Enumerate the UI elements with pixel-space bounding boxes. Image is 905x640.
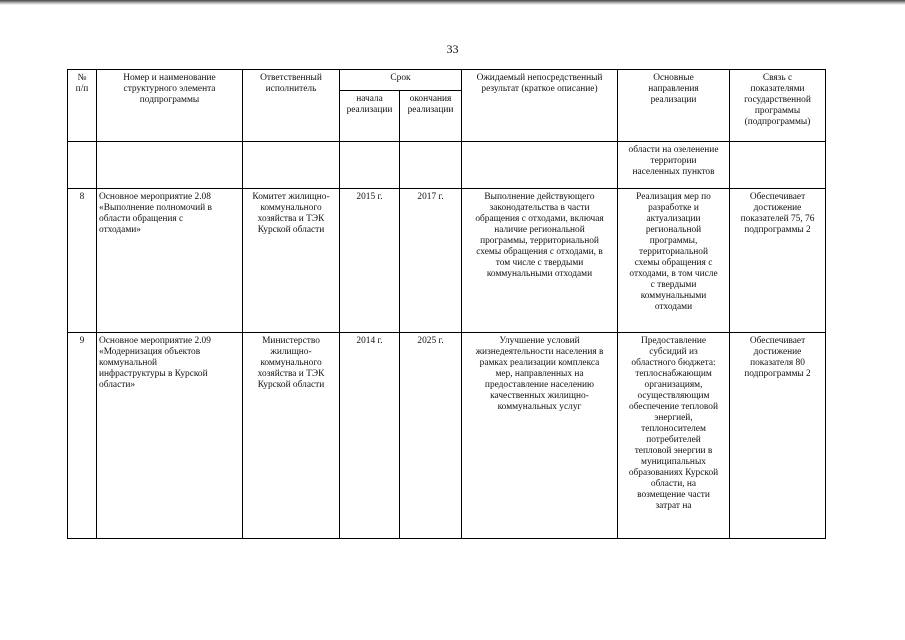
row-name: Основное мероприятие 2.09 «Модернизация объектов коммунальной инфраструктуры в Курской области» [97, 333, 243, 539]
row-link: Обеспечивает достижение показателя 80 подпрограммы 2 [730, 333, 826, 539]
cont-responsible [243, 142, 340, 189]
header-link: Связь с показателями государственной программы (подпрограммы) [730, 70, 826, 142]
row-result: Выполнение действующего законодательства в части обращения с отходами, включая наличие региональной программы, территориальной схемы обращения с отходами, в том числе с твердыми коммунальными отходами [462, 189, 618, 333]
program-table [67, 69, 826, 539]
header-responsible: Ответственный исполнитель [243, 70, 340, 142]
header-result: Ожидаемый непосредственный результат (краткое описание) [462, 70, 618, 142]
row-end: 2025 г. [400, 333, 462, 539]
row-link: Обеспечивает достижение показателей 75, 76 подпрограммы 2 [730, 189, 826, 333]
row-result: Улучшение условий жизнедеятельности населения в рамках реализации комплекса мер, направленных на предоставление населению качественных жилищно- коммунальных услуг [462, 333, 618, 539]
header-name: Номер и наименование структурного элемента подпрограммы [97, 70, 243, 142]
row-end: 2017 г. [400, 189, 462, 333]
cont-link [730, 142, 826, 189]
cont-result [462, 142, 618, 189]
cont-num [68, 142, 97, 189]
row-name: Основное мероприятие 2.08 «Выполнение полномочий в области обращения с отходами» [97, 189, 243, 333]
header-directions: Основные направления реализации [618, 70, 730, 142]
table-row-continuation [68, 142, 826, 189]
cont-end [400, 142, 462, 189]
row-directions: Реализация мер по разработке и актуализации региональной программы, территориальной схемы обращения с отходами, в том числе с твердыми коммунальными отходами [618, 189, 730, 333]
row-responsible: Комитет жилищно- коммунального хозяйства и ТЭК Курской области [243, 189, 340, 333]
header-end: окончания реализации [400, 91, 462, 142]
header-start: начала реализации [340, 91, 400, 142]
row-responsible: Министерство жилищно- коммунального хозяйства и ТЭК Курской области [243, 333, 340, 539]
cont-directions: области на озеленение территории населенных пунктов [618, 142, 730, 189]
scan-edge-shadow [0, 0, 905, 5]
row-num: 8 [68, 189, 97, 333]
row-start: 2015 г. [340, 189, 400, 333]
table-row [68, 189, 826, 333]
header-term: Срок [340, 70, 462, 91]
cont-name [97, 142, 243, 189]
row-start: 2014 г. [340, 333, 400, 539]
header-num: № п/п [68, 70, 97, 142]
header-row [68, 70, 826, 91]
table-row [68, 333, 826, 539]
row-directions: Предоставление субсидий из областного бюджета: теплоснабжающим организациям, осуществляющим обеспечение тепловой энергией, теплоносителем потребителей тепловой энергии в муниципальных образованиях Курской области, на возмещение части затрат на [618, 333, 730, 539]
cont-start [340, 142, 400, 189]
page-number: 33 [446, 42, 459, 56]
row-num: 9 [68, 333, 97, 539]
